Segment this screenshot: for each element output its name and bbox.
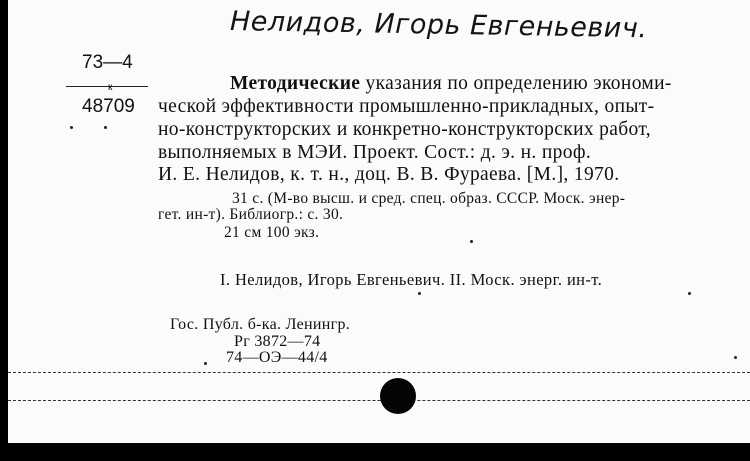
call-number-bottom: 48709 — [82, 96, 135, 117]
library-line-2: Рг 3872—74 — [234, 333, 321, 350]
title-line-2: ческой эффективности промышленно-прикладных, опыт- — [158, 96, 655, 117]
call-number-divider — [66, 86, 148, 87]
speck — [470, 240, 473, 243]
call-number-divider-mark: к — [108, 82, 113, 93]
speck — [70, 126, 73, 129]
speck — [104, 126, 107, 129]
title-line-1-rest: указания по определению экономи- — [360, 73, 672, 94]
collation-line-2: гет. ин-т). Библиогр.: с. 30. — [158, 206, 344, 223]
speck — [688, 292, 691, 295]
handwritten-author-heading: Нелидов, Игорь Евгеньевич. — [229, 6, 648, 45]
title-line-1 — [230, 73, 672, 95]
speck — [734, 356, 737, 359]
speck — [204, 362, 207, 365]
collation-line-1: 31 с. (М-во высш. и сред. спец. образ. СССР. Моск. энер- — [232, 190, 626, 207]
catalog-card — [8, 0, 750, 443]
speck — [418, 292, 421, 295]
collation-line-3: 21 см 100 экз. — [224, 224, 320, 241]
tracing-line: I. Нелидов, Игорь Евгеньевич. II. Моск. энерг. ин-т. — [220, 270, 603, 289]
punch-hole — [380, 378, 416, 414]
library-line-3: 74—ОЭ—44/4 — [226, 349, 328, 366]
title-line-4: выполняемых в МЭИ. Проект. Сост.: д. э. н. проф. — [158, 142, 592, 163]
title-line-3: но-конструкторских и конкретно-конструкторских работ, — [158, 119, 652, 140]
title-line-5: И. Е. Нелидов, к. т. н., доц. В. В. Фураева. [М.], 1970. — [158, 164, 620, 185]
library-line-1: Гос. Публ. б-ка. Ленингр. — [170, 316, 351, 333]
title-first-word: Методические — [230, 73, 361, 94]
dotted-rule-upper — [8, 372, 750, 373]
dotted-rule-lower — [8, 400, 750, 401]
call-number-top: 73—4 — [82, 52, 133, 73]
